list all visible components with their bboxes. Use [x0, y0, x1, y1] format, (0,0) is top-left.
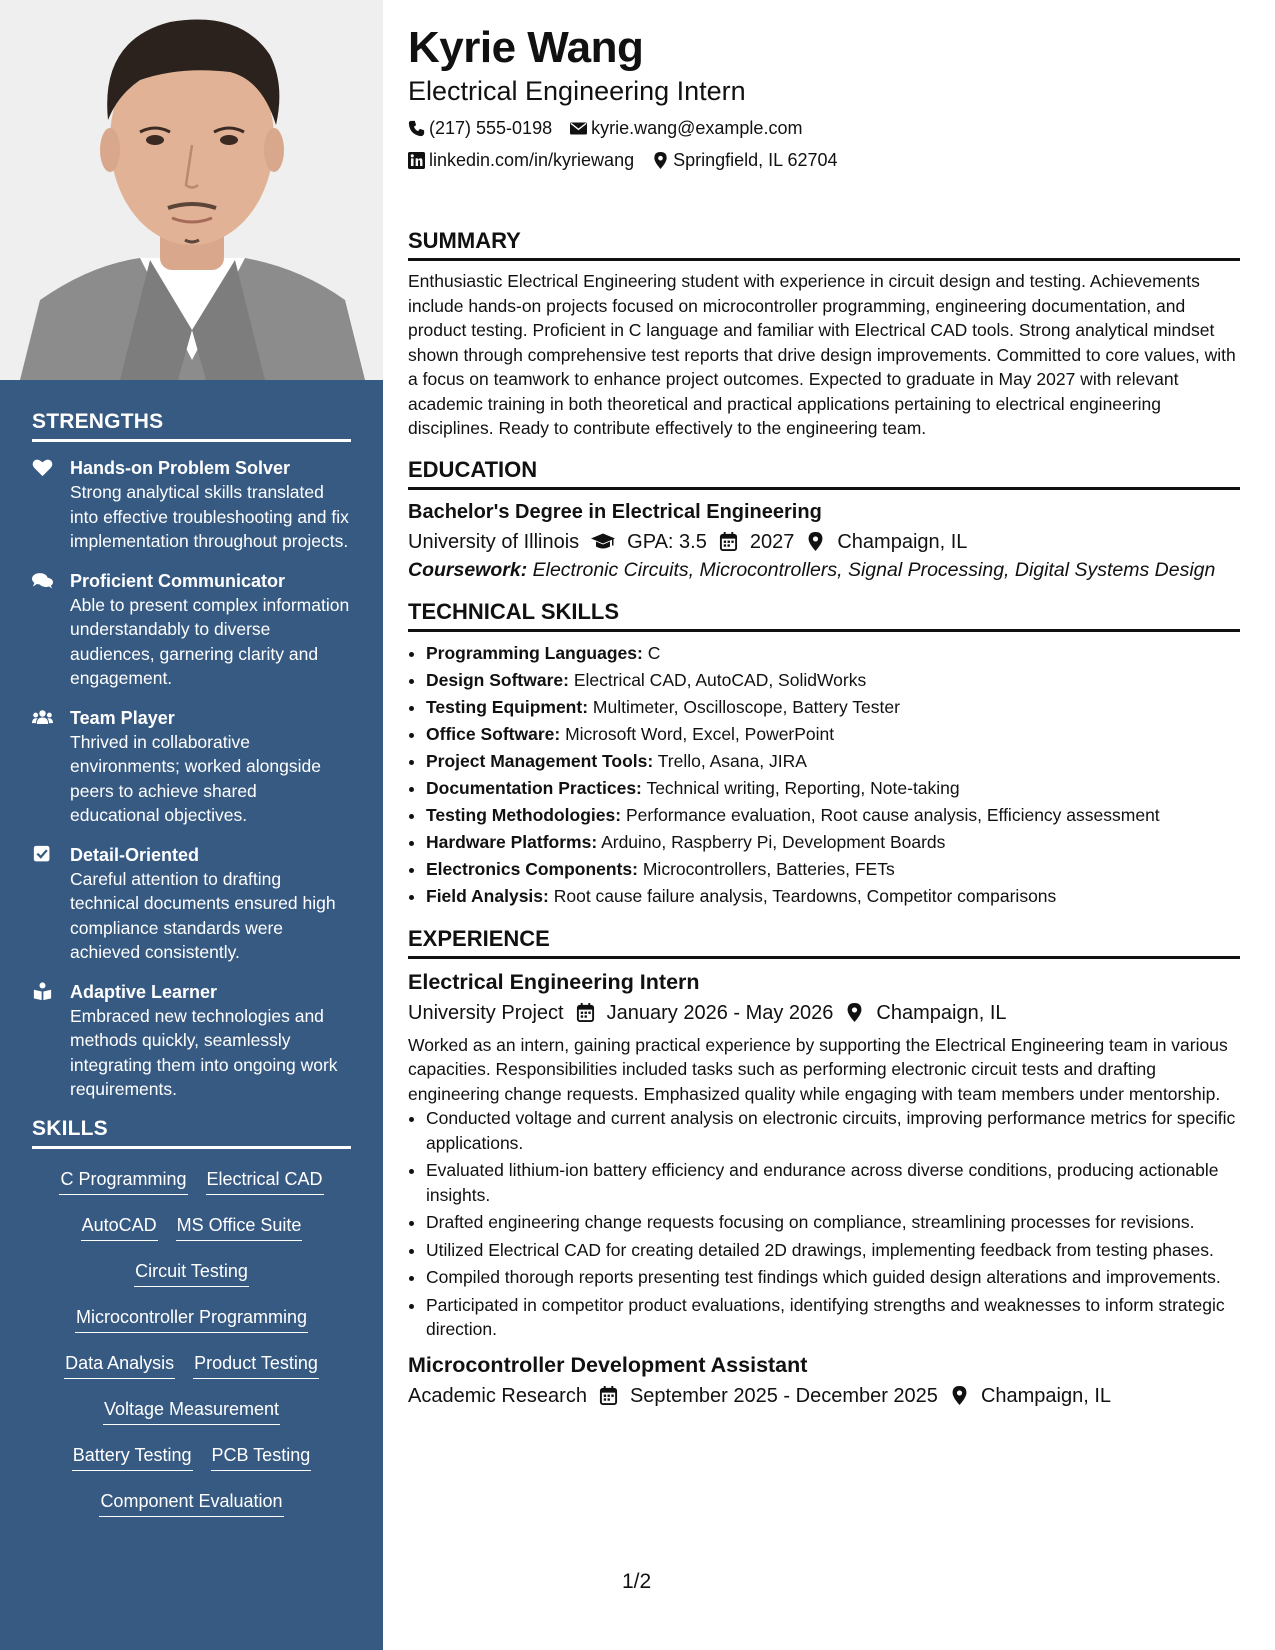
list-item — [426, 856, 1240, 883]
skill-value: Microsoft Word, Excel, PowerPoint — [565, 723, 835, 744]
list-item — [426, 640, 1240, 667]
location-text: Springfield, IL 62704 — [673, 150, 838, 170]
list-item — [426, 775, 1240, 802]
linkedin-text: linkedin.com/in/kyriewang — [429, 150, 635, 170]
job-dates: January 2026 - May 2026 — [606, 1001, 834, 1024]
users-icon — [32, 706, 70, 828]
strength-item — [32, 843, 351, 965]
skill-tag: Product Testing — [193, 1352, 319, 1379]
skill-value: C — [647, 642, 661, 663]
skill-tag: Data Analysis — [64, 1352, 175, 1379]
candidate-role: Electrical Engineering Intern — [408, 76, 746, 106]
job-location: Champaign, IL — [876, 1001, 1007, 1024]
skill-value: Arduino, Raspberry Pi, Development Boards — [601, 831, 946, 852]
list-item — [426, 802, 1240, 829]
experience-section — [408, 926, 1240, 1412]
skill-tag: Component Evaluation — [99, 1490, 283, 1517]
sidebar-content — [32, 410, 351, 1531]
list-item: • Drafted engineering change requests focusing on compliance, streamlining processes for revisions. — [426, 1210, 1240, 1235]
school-location: Champaign, IL — [837, 530, 968, 553]
calendar-icon — [719, 532, 738, 551]
skill-label: Electronics Components: — [426, 858, 638, 879]
reader-icon — [32, 980, 70, 1102]
contact-row — [408, 112, 1240, 144]
strength-title: Detail-Oriented — [70, 844, 200, 865]
strength-description: Embraced new technologies and methods quickly, seamlessly integrating them into ongoing work requirements. — [70, 1005, 338, 1099]
comments-icon — [32, 569, 70, 691]
skill-label: Testing Equipment: — [426, 696, 589, 717]
strength-item — [32, 706, 351, 828]
list-item — [426, 694, 1240, 721]
education-heading: EDUCATION — [408, 457, 1240, 490]
heart-icon — [32, 456, 70, 554]
email-contact[interactable] — [570, 112, 802, 144]
skill-value: Performance evaluation, Root cause analysis, Efficiency assessment — [625, 804, 1160, 825]
skill-label: Field Analysis: — [426, 885, 549, 906]
calendar-icon — [599, 1386, 618, 1405]
map-pin-icon — [950, 1386, 969, 1405]
skill-tag: C Programming — [59, 1168, 187, 1195]
candidate-name: Kyrie Wang — [408, 23, 644, 72]
job-title: Electrical Engineering Intern — [408, 969, 700, 994]
coursework-label: Coursework: — [408, 558, 528, 581]
skill-tag: AutoCAD — [81, 1214, 158, 1241]
list-item: • Conducted voltage and current analysis on electronic circuits, improving performance metrics for specific applications. — [426, 1106, 1240, 1155]
skills-list — [32, 1163, 351, 1531]
skill-tag: Electrical CAD — [206, 1168, 324, 1195]
skill-value: Root cause failure analysis, Teardowns, Competitor comparisons — [553, 885, 1057, 906]
checkbox-icon — [32, 843, 70, 965]
linkedin-contact[interactable] — [408, 144, 634, 176]
linkedin-icon — [408, 152, 425, 169]
list-item — [426, 667, 1240, 694]
skill-value: Microcontrollers, Batteries, FETs — [642, 858, 895, 879]
job-meta — [408, 1380, 1240, 1412]
experience-heading: EXPERIENCE — [408, 926, 1240, 959]
strength-description: Able to present complex information understandably to diverse audiences, garnering clarity and engagement. — [70, 594, 350, 688]
summary-heading: SUMMARY — [408, 228, 1240, 261]
main-content — [408, 22, 1240, 1412]
skill-value: Trello, Asana, JIRA — [657, 750, 807, 771]
skill-tag: Voltage Measurement — [103, 1398, 280, 1425]
list-item: • Compiled thorough reports presenting test findings which guided design alterations and improvements. — [426, 1265, 1240, 1290]
graduation-cap-icon — [591, 532, 615, 551]
coursework — [408, 558, 1240, 583]
graduation-year: 2027 — [749, 530, 795, 553]
skills-heading: SKILLS — [32, 1117, 351, 1149]
degree-title: Bachelor's Degree in Electrical Engineering — [408, 500, 822, 523]
job-org: Academic Research — [408, 1384, 587, 1407]
list-item: • Participated in competitor product evaluations, identifying strengths and weaknesses to inform strategic direction. — [426, 1293, 1240, 1342]
education-section — [408, 457, 1240, 583]
job-summary: Worked as an intern, gaining practical experience by supporting the Electrical Engineering team in various capacities. Responsibilities included tasks such as performing electronic circuit tests and drafting engineering change requests. Emphasized quality while engaging with team members under mentorship. — [408, 1034, 1228, 1104]
technical-skills-heading: TECHNICAL SKILLS — [408, 599, 1240, 632]
skill-tag: PCB Testing — [211, 1444, 312, 1471]
skill-tag: Circuit Testing — [134, 1260, 249, 1287]
map-pin-icon — [845, 1003, 864, 1022]
summary-section — [408, 228, 1240, 441]
skill-label: Office Software: — [426, 723, 561, 744]
phone-contact[interactable] — [408, 112, 552, 144]
map-pin-icon — [806, 532, 825, 551]
portrait-image — [0, 0, 383, 380]
job-dates: September 2025 - December 2025 — [629, 1384, 938, 1407]
calendar-icon — [576, 1003, 595, 1022]
strength-item — [32, 456, 351, 554]
skill-value: Technical writing, Reporting, Note-taking — [646, 777, 960, 798]
strength-description: Thrived in collaborative environments; worked alongside peers to achieve shared educational objectives. — [70, 731, 321, 825]
list-item: • Evaluated lithium-ion battery efficiency and endurance across diverse conditions, producing actionable insights. — [426, 1158, 1240, 1207]
strength-title: Proficient Communicator — [70, 570, 286, 591]
list-item — [426, 883, 1240, 910]
strengths-heading: STRENGTHS — [32, 410, 351, 442]
skill-tag: MS Office Suite — [176, 1214, 303, 1241]
contact-row — [408, 144, 1240, 176]
coursework-list: Electronic Circuits, Microcontrollers, Signal Processing, Digital Systems Design — [532, 558, 1216, 581]
skill-value: Multimeter, Oscilloscope, Battery Tester — [592, 696, 900, 717]
profile-photo — [0, 0, 383, 380]
job-title: Microcontroller Development Assistant — [408, 1352, 808, 1377]
strength-description: Careful attention to drafting technical documents ensured high compliance standards were achieved consistently. — [70, 868, 336, 962]
job-meta — [408, 997, 1240, 1029]
skill-label: Documentation Practices: — [426, 777, 642, 798]
page-number: 1/2 — [622, 1570, 652, 1593]
education-meta — [408, 526, 1240, 558]
skill-label: Programming Languages: — [426, 642, 643, 663]
email-text: kyrie.wang@example.com — [591, 118, 803, 138]
school-name: University of Illinois — [408, 530, 580, 553]
skill-tag: Battery Testing — [72, 1444, 193, 1471]
phone-icon — [408, 120, 425, 137]
strength-item — [32, 569, 351, 691]
strength-title: Team Player — [70, 707, 175, 728]
skill-label: Project Management Tools: — [426, 750, 654, 771]
list-item — [426, 721, 1240, 748]
strength-description: Strong analytical skills translated into effective troubleshooting and fix implementation throughout projects. — [70, 482, 349, 551]
list-item: • Utilized Electrical CAD for creating detailed 2D drawings, implementing feedback from testing phases. — [426, 1238, 1240, 1263]
strength-title: Adaptive Learner — [70, 981, 218, 1002]
list-item — [426, 829, 1240, 856]
strength-title: Hands-on Problem Solver — [70, 458, 291, 478]
location-contact — [652, 144, 837, 176]
skill-label: Hardware Platforms: — [426, 831, 598, 852]
phone-text: (217) 555-0198 — [429, 118, 553, 138]
skill-value: Electrical CAD, AutoCAD, SolidWorks — [573, 669, 867, 690]
job-location: Champaign, IL — [980, 1384, 1112, 1407]
job-bullets — [408, 1106, 1240, 1342]
strength-item — [32, 980, 351, 1102]
job-org: University Project — [408, 1001, 564, 1024]
technical-skills-section — [408, 599, 1240, 910]
skill-tag: Microcontroller Programming — [75, 1306, 308, 1333]
summary-text: Enthusiastic Electrical Engineering student with experience in circuit design and testing. Achievements include hands-on projects focused on microcontroller programming, engineering documentation, and product testing. Proficient in C language and familiar with Electrical CAD tools. Strong analytical mindset shown through comprehensive test reports that drive design improvements. Committed to core values, with a focus on teamwork to enhance project outcomes. Expected to graduate in May 2027 with relevant academic training in both theoretical and practical applications pertaining to electrical engineering disciplines. Ready to contribute effectively to the engineering team. — [408, 271, 1236, 438]
envelope-icon — [570, 120, 587, 137]
technical-skills-list — [408, 640, 1240, 910]
skill-label: Design Software: — [426, 669, 569, 690]
map-pin-icon — [652, 152, 669, 169]
gpa-text: GPA: 3.5 — [627, 530, 707, 553]
sidebar — [0, 0, 383, 1650]
skill-label: Testing Methodologies: — [426, 804, 622, 825]
list-item — [426, 748, 1240, 775]
